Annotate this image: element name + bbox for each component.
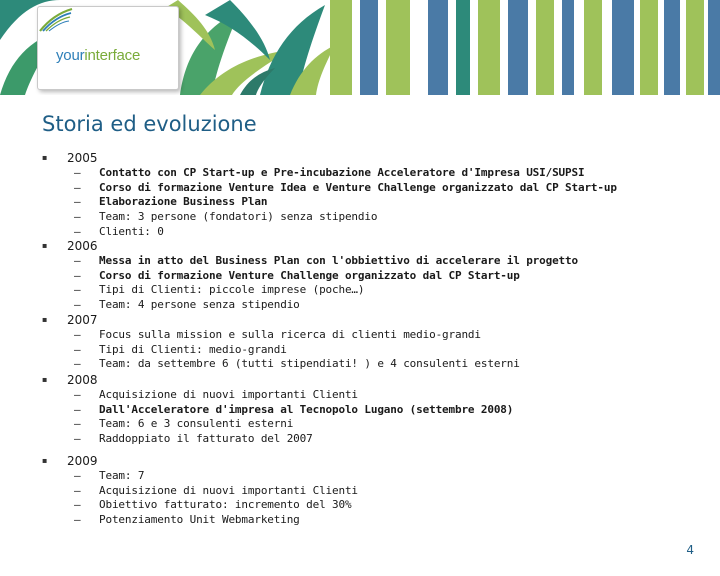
list-item-text: Tipi di Clienti: medio-grandi — [99, 342, 287, 356]
dash-icon: – — [74, 513, 81, 527]
year-label: 2006 — [67, 239, 98, 253]
square-bullet-icon: ▪ — [42, 456, 48, 465]
list-item-text: Acquisizione di nuovi importanti Clienti — [99, 388, 358, 401]
dash-icon: – — [74, 483, 81, 497]
dash-icon: – — [74, 432, 81, 446]
list-item-text: Team: 4 persone senza stipendio — [99, 298, 300, 312]
dash-icon: – — [74, 210, 81, 224]
dash-icon: – — [74, 328, 81, 341]
list-item-text: Corso di formazione Venture Challenge organizzato dal CP Start-up — [99, 268, 520, 282]
list-item-text: Obiettivo fatturato: incremento del 30% — [99, 498, 352, 512]
logo-text-interface: interface — [84, 47, 141, 64]
dash-icon: – — [74, 388, 81, 401]
list-item-text: Acquisizione di nuovi importanti Clienti — [99, 483, 358, 497]
year-label: 2008 — [67, 373, 98, 387]
logo-card — [37, 6, 179, 90]
header-banner — [0, 0, 720, 95]
dash-icon: – — [74, 254, 81, 267]
logo-text-your: your — [56, 47, 85, 64]
list-item-text: Tipi di Clienti: piccole imprese (poche…) — [99, 283, 365, 297]
dash-icon: – — [74, 298, 81, 312]
list-item-text: Team: da settembre 6 (tutti stipendiati! ) e 4 consulenti esterni — [99, 357, 520, 371]
dash-icon: – — [74, 195, 81, 209]
square-bullet-icon: ▪ — [42, 315, 48, 324]
year-label: 2009 — [67, 454, 98, 468]
page-number: 4 — [686, 543, 694, 557]
list-item-text: Messa in atto del Business Plan con l'obbiettivo di accelerare il progetto — [99, 254, 578, 267]
dash-icon: – — [74, 180, 81, 194]
square-bullet-icon: ▪ — [42, 153, 48, 162]
list-item-text: Focus sulla mission e sulla ricerca di clienti medio-grandi — [99, 328, 481, 341]
square-bullet-icon: ▪ — [42, 375, 48, 384]
list-item-text: Team: 3 persone (fondatori) senza stipendio — [99, 210, 378, 224]
dash-icon: – — [74, 417, 81, 431]
list-item-text: Potenziamento Unit Webmarketing — [99, 513, 300, 527]
year-label: 2007 — [67, 313, 98, 327]
dash-icon: – — [74, 357, 81, 371]
dash-icon: – — [74, 402, 81, 416]
dash-icon: – — [74, 498, 81, 512]
logo-text — [56, 47, 140, 64]
list-item-text: Contatto con CP Start-up e Pre-incubazione Acceleratore d'Impresa USI/SUPSI — [99, 166, 585, 179]
year-label: 2005 — [67, 151, 98, 165]
list-item-text: Corso di formazione Venture Idea e Venture Challenge organizzato dal CP Start-up — [99, 180, 617, 194]
list-item-text: Team: 6 e 3 consulenti esterni — [99, 417, 294, 431]
list-item-text: Raddoppiato il fatturato del 2007 — [99, 432, 313, 446]
dash-icon: – — [74, 283, 81, 297]
slide-title: Storia ed evoluzione — [42, 112, 257, 136]
dash-icon: – — [74, 166, 81, 179]
dash-icon: – — [74, 342, 81, 356]
square-bullet-icon: ▪ — [42, 241, 48, 250]
list-item-text: Elaborazione Business Plan — [99, 195, 268, 209]
dash-icon: – — [74, 224, 81, 238]
dash-icon: – — [74, 469, 81, 482]
list-item-text: Dall'Acceleratore d'impresa al Tecnopolo Lugano (settembre 2008) — [99, 402, 514, 416]
list-item-text: Clienti: 0 — [99, 224, 164, 238]
list-item-text: Team: 7 — [99, 469, 145, 482]
dash-icon: – — [74, 268, 81, 282]
swoosh-logo-icon — [38, 7, 74, 33]
